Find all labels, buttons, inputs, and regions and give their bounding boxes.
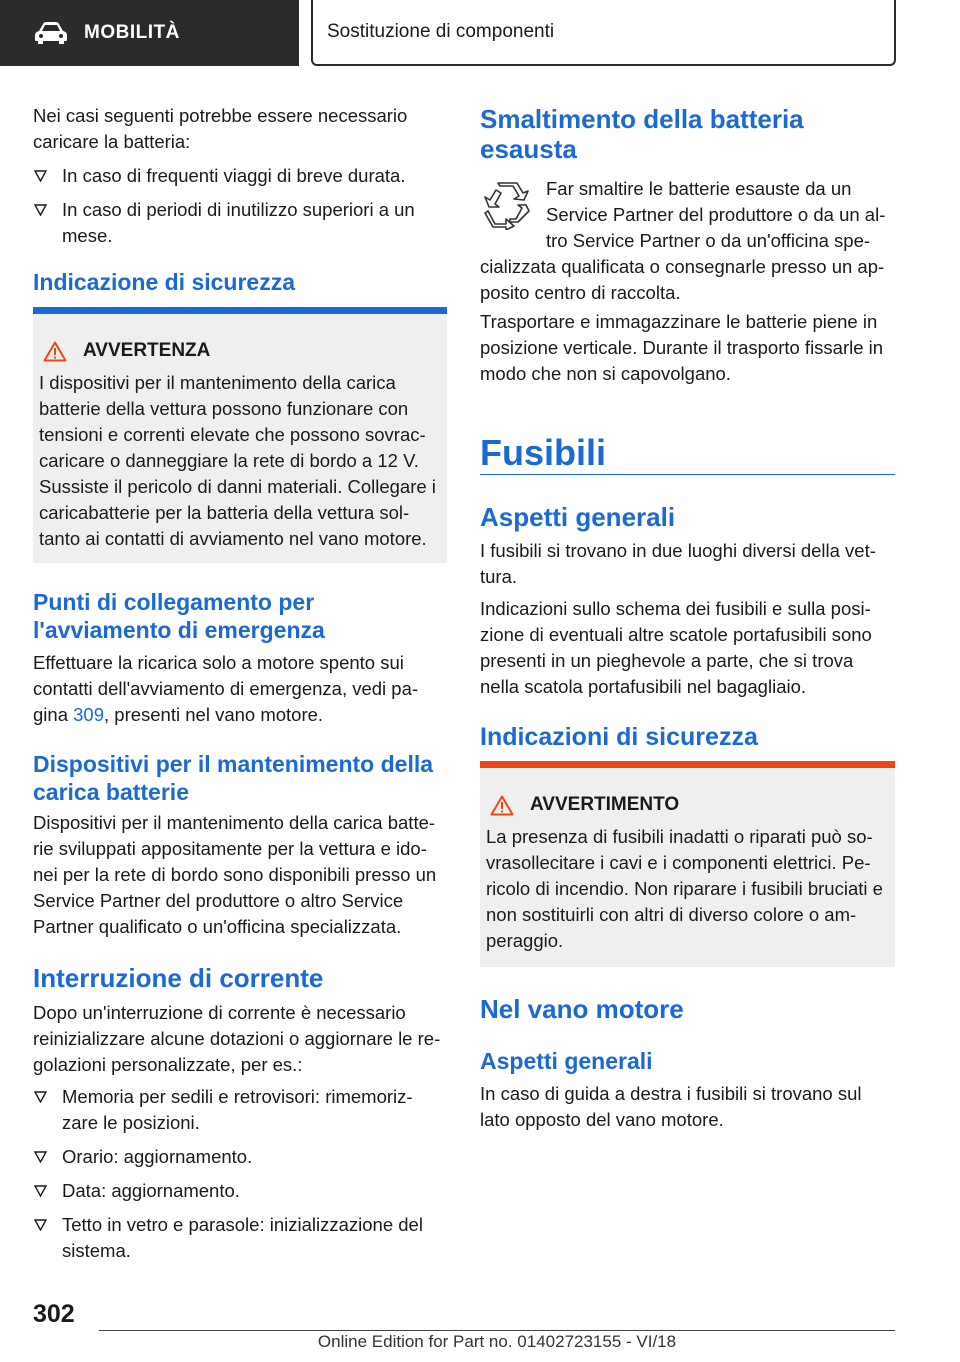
intro-text: Nei casi seguenti potrebbe essere necessario caricare la batteria: [33, 105, 408, 152]
car-icon [34, 21, 68, 45]
list-item: Data: aggiornamento. [33, 1178, 447, 1204]
warning-text: La presenza di fusibili inadatti o riparati può so-vrasollecitare i cavi e i componenti elettrici. Pe-ricolo di incendio. Non riparare i fusibili bruciati e non sostituirli con altri di diverso colore o am-peraggio. [486, 826, 883, 951]
warning-triangle-icon [490, 795, 514, 816]
warning-box [33, 307, 447, 563]
page-number: 302 [33, 1300, 75, 1328]
fuses-heading: Fusibili [480, 432, 606, 473]
warning-title: AVVERTENZA [83, 340, 211, 361]
list-item: Tetto in vetro e parasole: inizializzazione del sistema. [33, 1212, 447, 1264]
warning-header [39, 338, 439, 364]
safety-heading: Indicazione di sicurezza [33, 269, 296, 295]
section-tab [0, 0, 299, 66]
list-item: Orario: aggiornamento. [33, 1144, 447, 1170]
jump-start-text: Effettuare la ricarica solo a motore spento sui contatti dell'avviamento di emergenza, vedi pa-gina 309, presenti nel vano motore. [33, 652, 419, 725]
engine-heading: Nel vano motore [480, 994, 684, 1024]
heading-rule [480, 474, 895, 475]
power-bullet-list [33, 1084, 447, 1272]
engine-text: In caso di guida a destra i fusibili si trovano sul lato opposto del vano motore. [480, 1083, 862, 1130]
general-text-1: I fusibili si trovano in due luoghi diversi della vet-tura. [480, 540, 876, 587]
general-heading: Aspetti generali [480, 502, 676, 532]
list-item: In caso di frequenti viaggi di breve durata. [33, 163, 447, 189]
list-item: Memoria per sedili e retrovisori: rimemoriz-zare le posizioni. [33, 1084, 447, 1136]
warning-text: I dispositivi per il mantenimento della carica batterie della vettura possono funzionare con tensioni e correnti elevate che possono sovrac-caricare o danneggiare la rete di bordo a 12 V. Sussiste il pericolo di danni materiali. Collegare i caricabatterie per la batteria della vettura sol-tanto ai contatti di avviamento nel vano motore. [39, 372, 436, 549]
page-header [0, 0, 960, 66]
footer-rule [99, 1330, 895, 1331]
intro-bullet-list [33, 163, 447, 257]
triangle-bullet-icon [34, 1151, 47, 1163]
triangle-bullet-icon [34, 1219, 47, 1231]
page-link[interactable]: 309 [73, 704, 104, 725]
safety-heading-right: Indicazioni di sicurezza [480, 723, 758, 751]
jump-start-heading: Punti di collegamento per l'avviamento di emergenza [33, 589, 325, 643]
list-item: In caso di periodi di inutilizzo superiori a un mese. [33, 197, 447, 249]
power-text: Dopo un'interruzione di corrente è necessario reinizializzare alcune dotazioni o aggiornare le re-golazioni personalizzate, per es.: [33, 1002, 441, 1075]
section-title: MOBILITÀ [84, 22, 180, 43]
maintainer-text: Dispositivi per il mantenimento della carica batte-rie sviluppati appositamente per la vettura e ido-nei per la rete di bordo sono disponibili presso un Service Partner del produttore o altro Service Partner qualificato o un'officina specializzata. [33, 812, 437, 937]
disposal-text: Far smaltire le batterie esauste da un Service Partner del produttore o da un al-tro Service Partner o da un'officina spe-cializzata qualificata o consegnarle presso un ap-posito centro di raccolta. [480, 178, 886, 303]
disposal-text-2: Trasportare e immagazzinare le batterie piene in posizione verticale. Durante il trasporto fissarle in modo che non si capovolgano. [480, 311, 884, 384]
general-text-2: Indicazioni sullo schema dei fusibili e sulla posi-zione di eventuali altre scatole portafusibili sono presenti in un pieghevole a parte, che si trova nella scatola portafusibili nel bagagliaio. [480, 598, 872, 697]
warning-triangle-icon [43, 341, 67, 362]
triangle-bullet-icon [34, 1185, 47, 1197]
triangle-bullet-icon [34, 204, 47, 216]
engine-subheading: Aspetti generali [480, 1048, 653, 1074]
warning-header [486, 792, 887, 818]
disposal-heading: Smaltimento della batteria esausta [480, 104, 804, 164]
triangle-bullet-icon [34, 170, 47, 182]
warning-title: AVVERTIMENTO [530, 794, 680, 815]
chapter-tab [311, 0, 896, 66]
chapter-title: Sostituzione di componenti [327, 21, 555, 42]
power-heading: Interruzione di corrente [33, 963, 324, 993]
edition-footer: Online Edition for Part no. 01402723155 - VI/18 [317, 1332, 677, 1351]
warning-box-right [480, 761, 895, 967]
triangle-bullet-icon [34, 1091, 47, 1103]
maintainer-heading: Dispositivi per il mantenimento della carica batterie [33, 751, 434, 805]
